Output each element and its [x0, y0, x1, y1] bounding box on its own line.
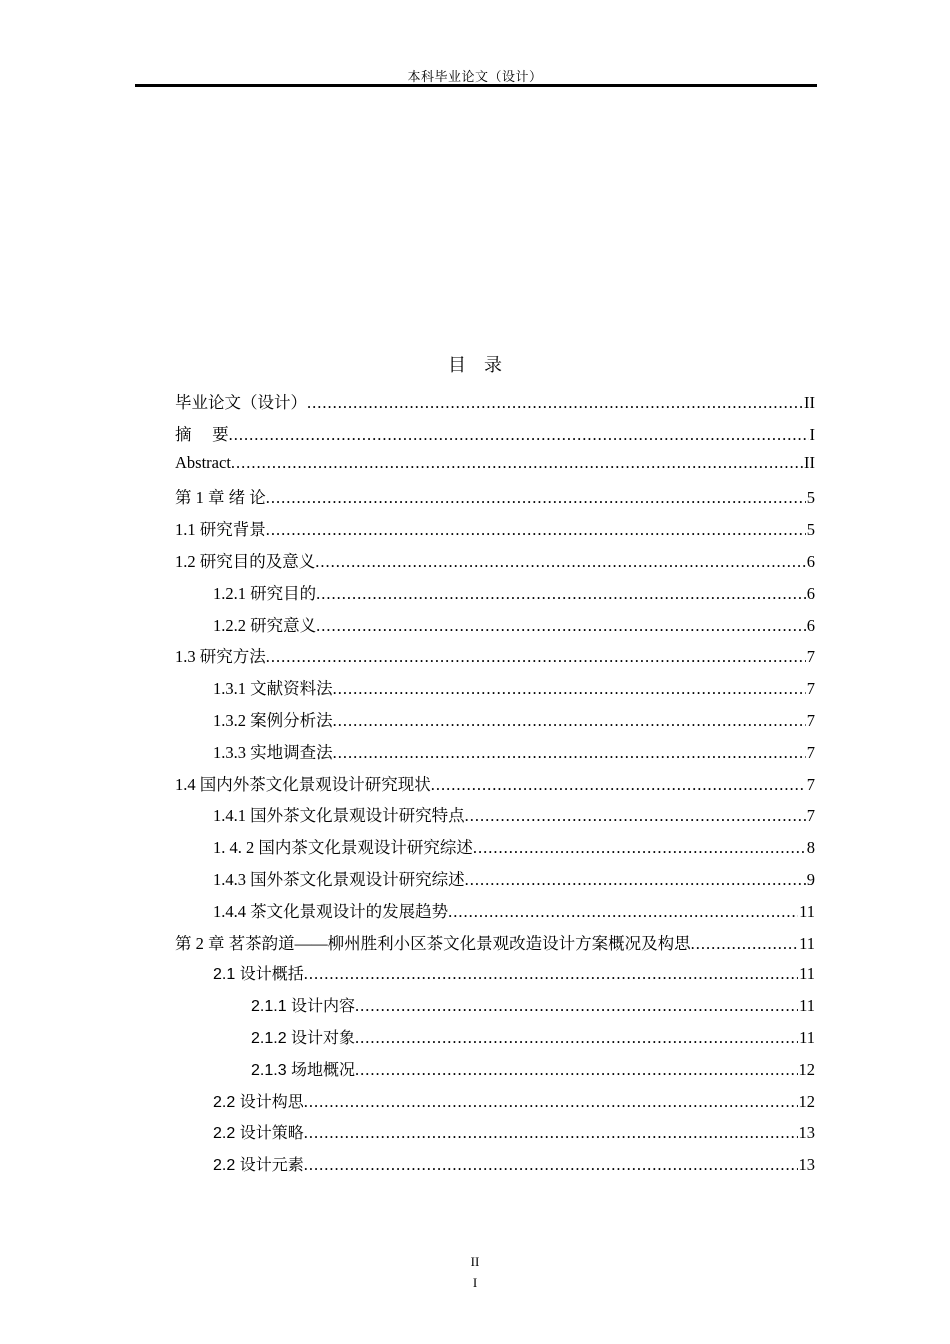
toc-entry[interactable] — [175, 898, 815, 930]
toc-dot-leader — [304, 1092, 798, 1112]
toc-entry[interactable] — [175, 580, 815, 612]
toc-entry[interactable] — [175, 707, 815, 739]
toc-entry-page: 7 — [806, 806, 815, 826]
toc-entry[interactable] — [175, 612, 815, 644]
toc-entry-page: 11 — [799, 901, 815, 921]
toc-entry-page: 7 — [806, 742, 815, 762]
toc-entry-page: 7 — [806, 679, 815, 699]
toc-entry-page: 5 — [806, 520, 815, 540]
toc-entry-page: II — [804, 452, 815, 472]
toc-entry-page: 12 — [798, 1091, 815, 1111]
header-rule — [135, 84, 817, 87]
toc-dot-leader — [266, 488, 806, 508]
toc-dot-leader — [304, 964, 798, 984]
toc-entry[interactable] — [175, 1152, 815, 1184]
toc-entry-page: 13 — [798, 1155, 815, 1175]
toc-entry-page: 13 — [798, 1123, 815, 1143]
toc-dot-leader — [333, 679, 806, 699]
toc-entry-page: 6 — [806, 551, 815, 571]
toc-dot-leader — [304, 1123, 798, 1143]
toc-dot-leader — [448, 902, 798, 922]
toc-dot-leader — [304, 1155, 798, 1175]
toc-entry-label: 1.2.1 研究目的 — [213, 583, 317, 603]
toc-entry-label: 1.3.3 实地调查法 — [213, 742, 333, 762]
toc-dot-leader — [691, 934, 798, 954]
toc-entry-label: 2.1.1 设计内容 — [251, 998, 356, 1016]
toc-dot-leader — [333, 711, 806, 731]
toc-entry[interactable] — [175, 771, 815, 803]
toc-entry-label: 1.4.3 国外茶文化景观设计研究综述 — [213, 869, 465, 889]
toc-dot-leader — [355, 996, 798, 1016]
toc-entry[interactable] — [175, 1120, 815, 1152]
toc-entry-page: 9 — [806, 869, 815, 889]
toc-entry-page: 7 — [806, 710, 815, 730]
toc-entry[interactable] — [175, 802, 815, 834]
toc-entry-label: 2.2 设计构思 — [213, 1093, 304, 1111]
toc-entry-label: 1.2 研究目的及意义 — [175, 551, 316, 571]
toc-entry[interactable] — [175, 675, 815, 707]
toc-entry-page: I — [809, 424, 815, 444]
toc-entry-page: 11 — [799, 933, 815, 953]
running-header: 本科毕业论文（设计） — [407, 69, 543, 84]
toc-entry[interactable] — [175, 389, 815, 421]
toc-entry-label: 2.1.2 设计对象 — [251, 1029, 356, 1047]
toc-dot-leader — [315, 552, 806, 572]
page-number-secondary: I — [472, 1275, 478, 1290]
toc-entry[interactable] — [175, 1057, 815, 1089]
toc-entry[interactable] — [175, 643, 815, 675]
toc-entry-label: 毕业论文（设计） — [175, 393, 307, 412]
toc-entry-page: 11 — [799, 996, 815, 1016]
toc-dot-leader — [229, 425, 809, 445]
toc-entry-page: 7 — [806, 647, 815, 667]
toc-entry-label: 1.4.1 国外茶文化景观设计研究特点 — [213, 806, 465, 826]
toc-entry-label: 1.3 研究方法 — [175, 647, 266, 667]
toc-title: 目 录 — [448, 355, 502, 375]
toc-entry-page: 5 — [806, 488, 815, 508]
toc-dot-leader — [465, 806, 806, 826]
toc-entry[interactable] — [175, 516, 815, 548]
toc-entry-label: 1. 4. 2 国内茶文化景观设计研究综述 — [213, 838, 473, 858]
toc-dot-leader — [316, 616, 806, 636]
toc-entry-label: 1.4 国内外茶文化景观设计研究现状 — [175, 774, 431, 794]
toc-entry-page: 11 — [799, 964, 815, 984]
toc-entry-label: 2.1.3 场地概况 — [251, 1061, 356, 1079]
toc-dot-leader — [307, 393, 803, 413]
toc-entry[interactable] — [175, 1025, 815, 1057]
toc-entry-page: 12 — [798, 1059, 815, 1079]
toc-dot-leader — [266, 647, 806, 667]
toc-entry-page: 6 — [806, 615, 815, 635]
toc-entry[interactable] — [175, 993, 815, 1025]
toc-dot-leader — [316, 584, 806, 604]
toc-dot-leader — [333, 743, 806, 763]
toc-entry[interactable] — [175, 421, 815, 453]
toc-entry[interactable] — [175, 739, 815, 771]
toc-entry-label: 2.2 设计元素 — [213, 1157, 304, 1175]
toc-entry-label: 1.3.1 文献资料法 — [213, 679, 333, 699]
toc-entry[interactable] — [175, 961, 815, 993]
toc-dot-leader — [355, 1060, 797, 1080]
toc-entry-page: 7 — [806, 774, 815, 794]
toc-dot-leader — [266, 520, 806, 540]
toc-entry[interactable] — [175, 866, 815, 898]
toc-entry-page: 8 — [806, 838, 815, 858]
table-of-contents — [175, 389, 815, 1184]
toc-dot-leader — [355, 1028, 798, 1048]
toc-dot-leader — [231, 453, 803, 473]
toc-entry-label: 1.2.2 研究意义 — [213, 615, 317, 635]
toc-dot-leader — [431, 775, 806, 795]
toc-dot-leader — [473, 838, 806, 858]
toc-entry[interactable] — [175, 1089, 815, 1121]
toc-entry-page: II — [804, 393, 815, 412]
toc-entry-label: 第 2 章 茗茶韵道——柳州胜利小区茶文化景观改造设计方案概况及构思 — [175, 933, 691, 953]
toc-entry[interactable] — [175, 930, 815, 962]
toc-entry-page: 11 — [799, 1027, 815, 1047]
toc-entry-label: 1.3.2 案例分析法 — [213, 710, 333, 730]
page-number-roman: II — [470, 1254, 480, 1269]
toc-entry-label: 第 1 章 绪 论 — [175, 488, 266, 508]
toc-entry-label: 1.1 研究背景 — [175, 520, 266, 540]
toc-dot-leader — [465, 870, 806, 890]
toc-entry[interactable] — [175, 453, 815, 485]
toc-entry-label: 摘 要 — [175, 424, 229, 444]
toc-entry[interactable] — [175, 834, 815, 866]
toc-entry-page: 6 — [806, 583, 815, 603]
toc-entry[interactable] — [175, 484, 815, 516]
toc-entry-label: 2.2 设计策略 — [213, 1125, 304, 1143]
toc-entry-label: 1.4.4 茶文化景观设计的发展趋势 — [213, 901, 449, 921]
toc-entry-label: Abstract — [175, 452, 231, 472]
toc-entry[interactable] — [175, 548, 815, 580]
toc-entry-label: 2.1 设计概括 — [213, 966, 304, 984]
